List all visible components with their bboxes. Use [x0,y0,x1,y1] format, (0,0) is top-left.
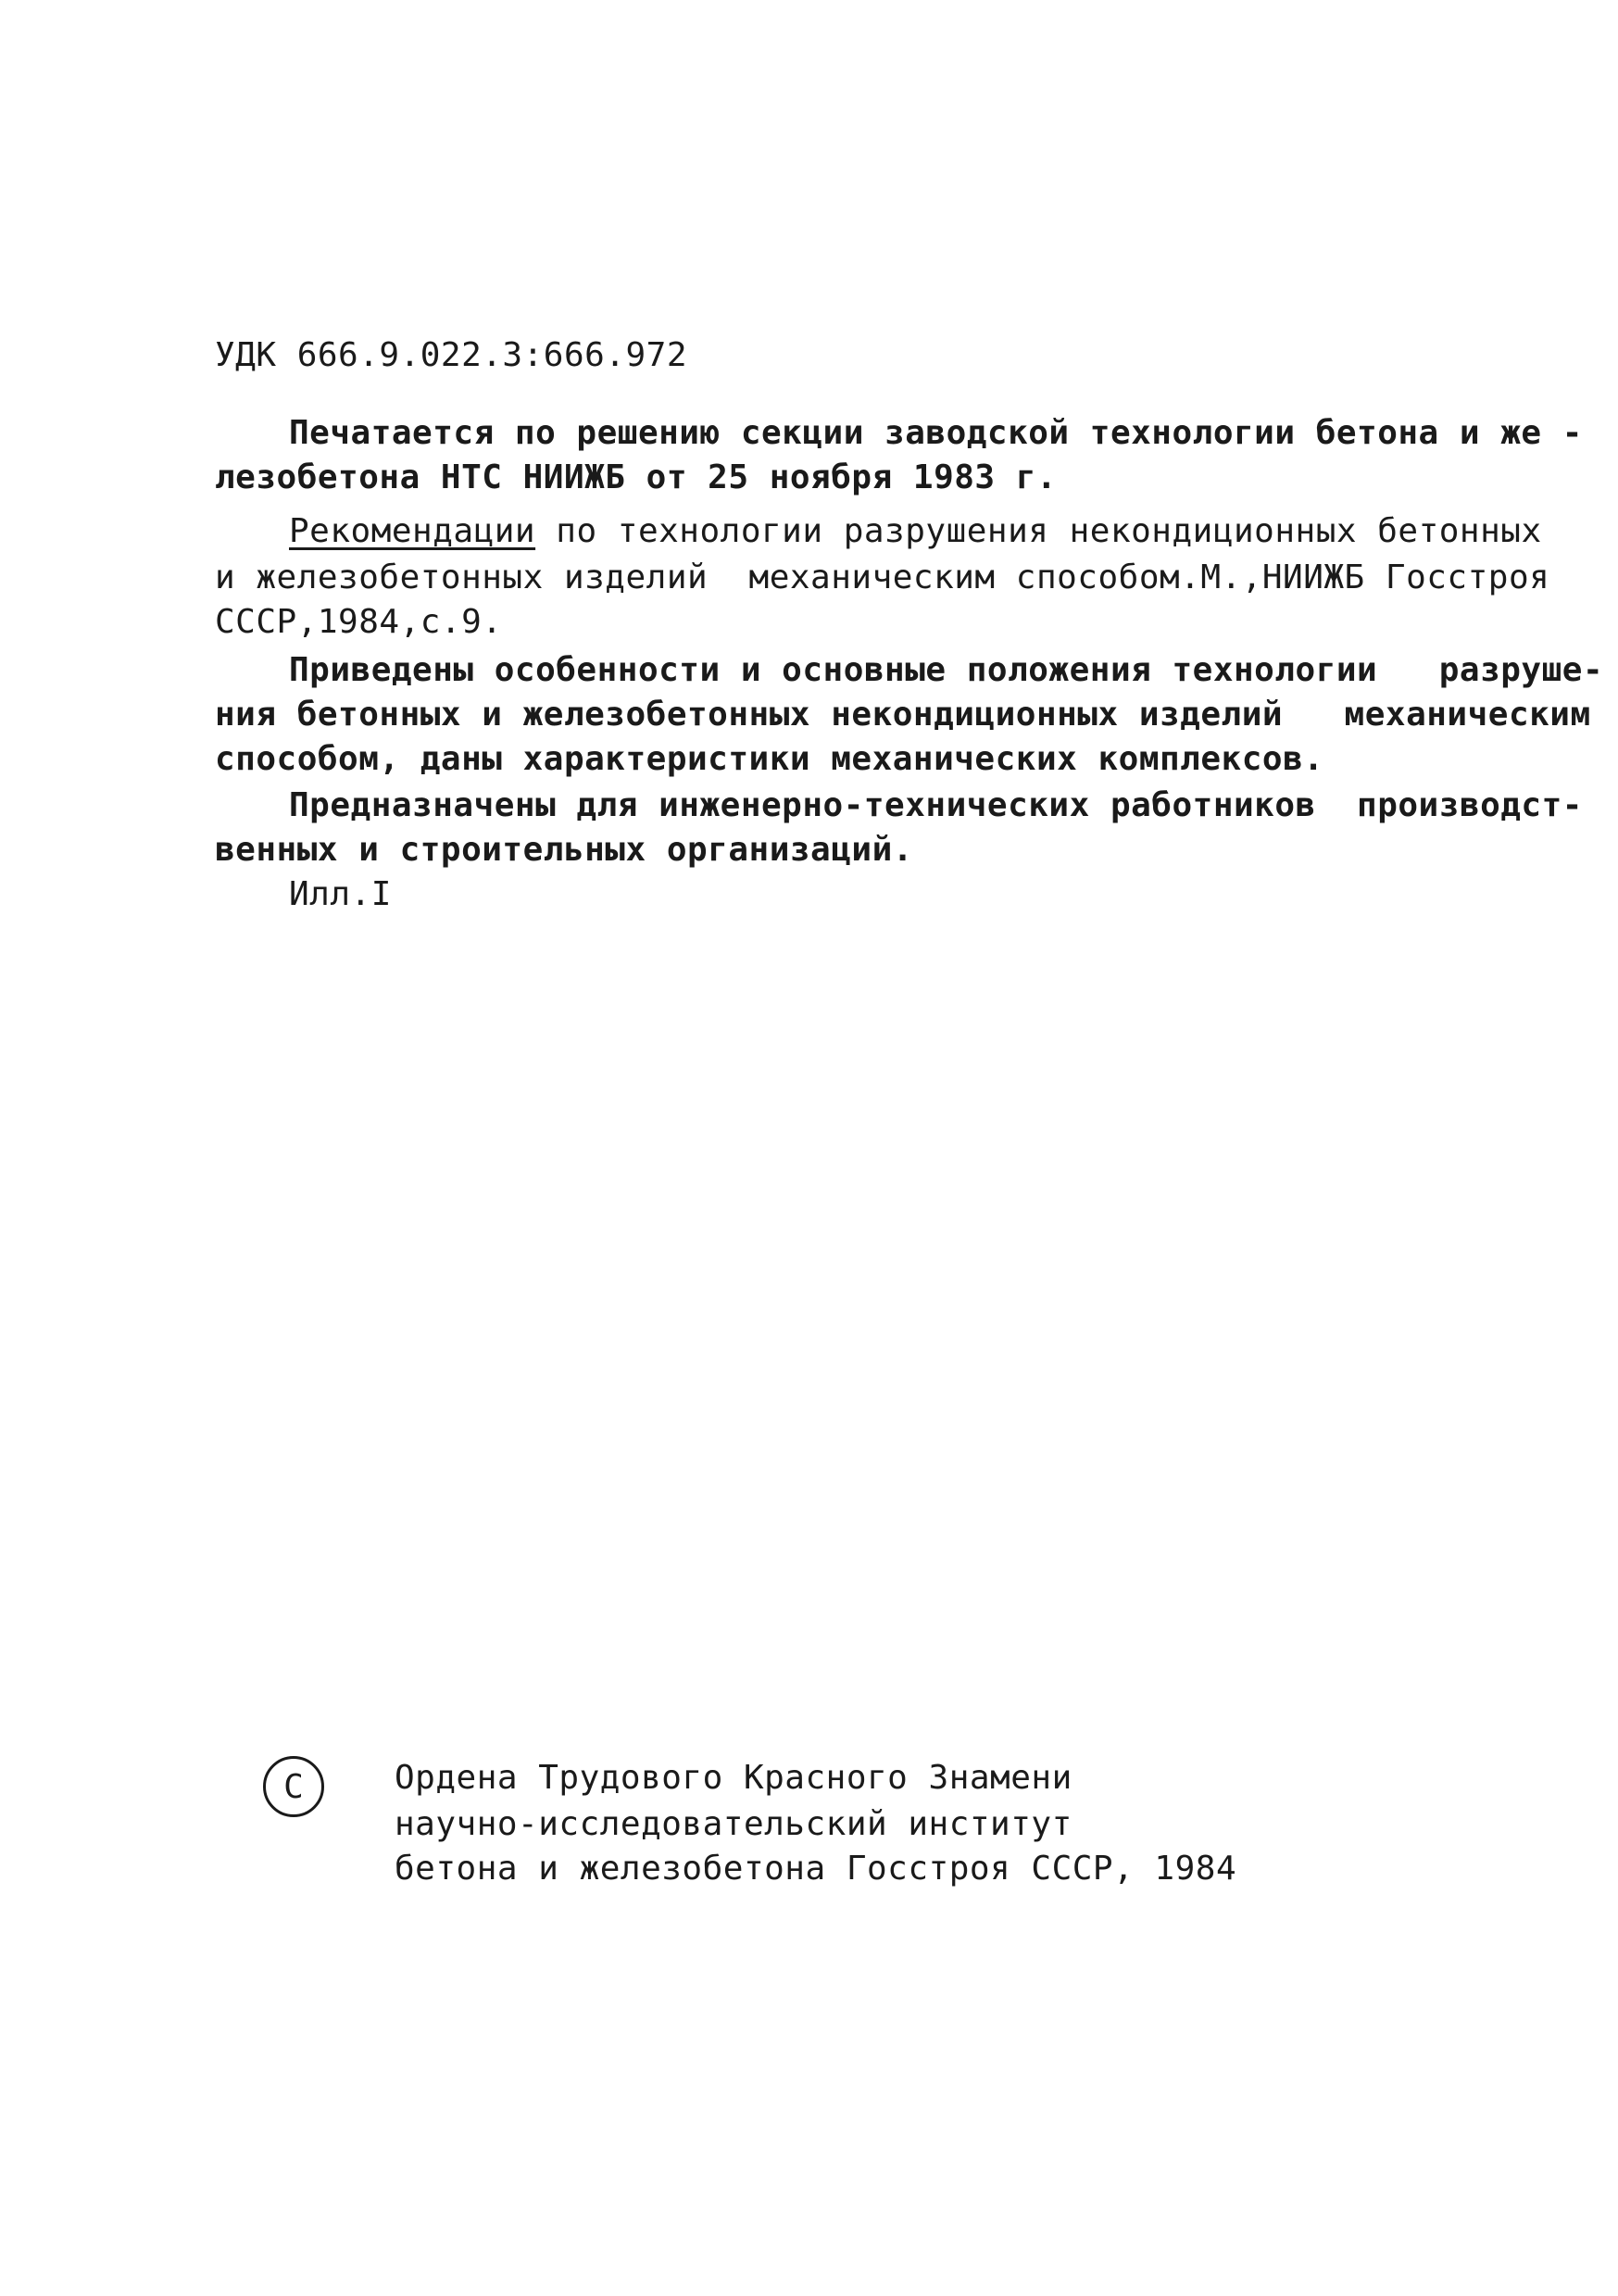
copyright-line-1: Ордена Трудового Красного Знамени [395,1759,1072,1797]
citation-title-word: Рекомендации [289,512,536,550]
copyright-symbol: C [283,1767,304,1806]
illustrations-count: Илл.I [289,875,392,913]
abstract-line-2: ния бетонных и железобетонных некондиционных изделий механическим [215,696,1591,734]
print-decision-line-2: лезобетона НТС НИИЖБ от 25 ноября 1983 г. [215,458,1058,496]
udk-code: УДК 666.9.022.3:666.972 [215,336,687,374]
abstract-line-3: способом, даны характеристики механических комплексов. [215,740,1324,778]
citation-line-2: и железобетонных изделий механическим способом.М.,НИИЖБ Госстроя [215,558,1550,596]
abstract-line-4: Предназначены для инженерно-технических работников производст- [289,786,1583,824]
citation-line-1-rest: по технологии разрушения некондиционных бетонных [535,512,1542,550]
copyright-line-3: бетона и железобетона Госстроя СССР, 1984 [395,1850,1237,1888]
abstract-line-1: Приведены особенности и основные положения технологии разруше- [289,651,1604,689]
copyright-icon [263,1756,324,1817]
abstract-line-5: венных и строительных организаций. [215,831,913,869]
citation-line-1 [289,511,1542,552]
copyright-line-2: научно-исследовательский институт [395,1805,1072,1843]
citation-line-3: СССР,1984,с.9. [215,603,503,641]
print-decision-line-1: Печатается по решению секции заводской технологии бетона и же - [289,414,1583,452]
